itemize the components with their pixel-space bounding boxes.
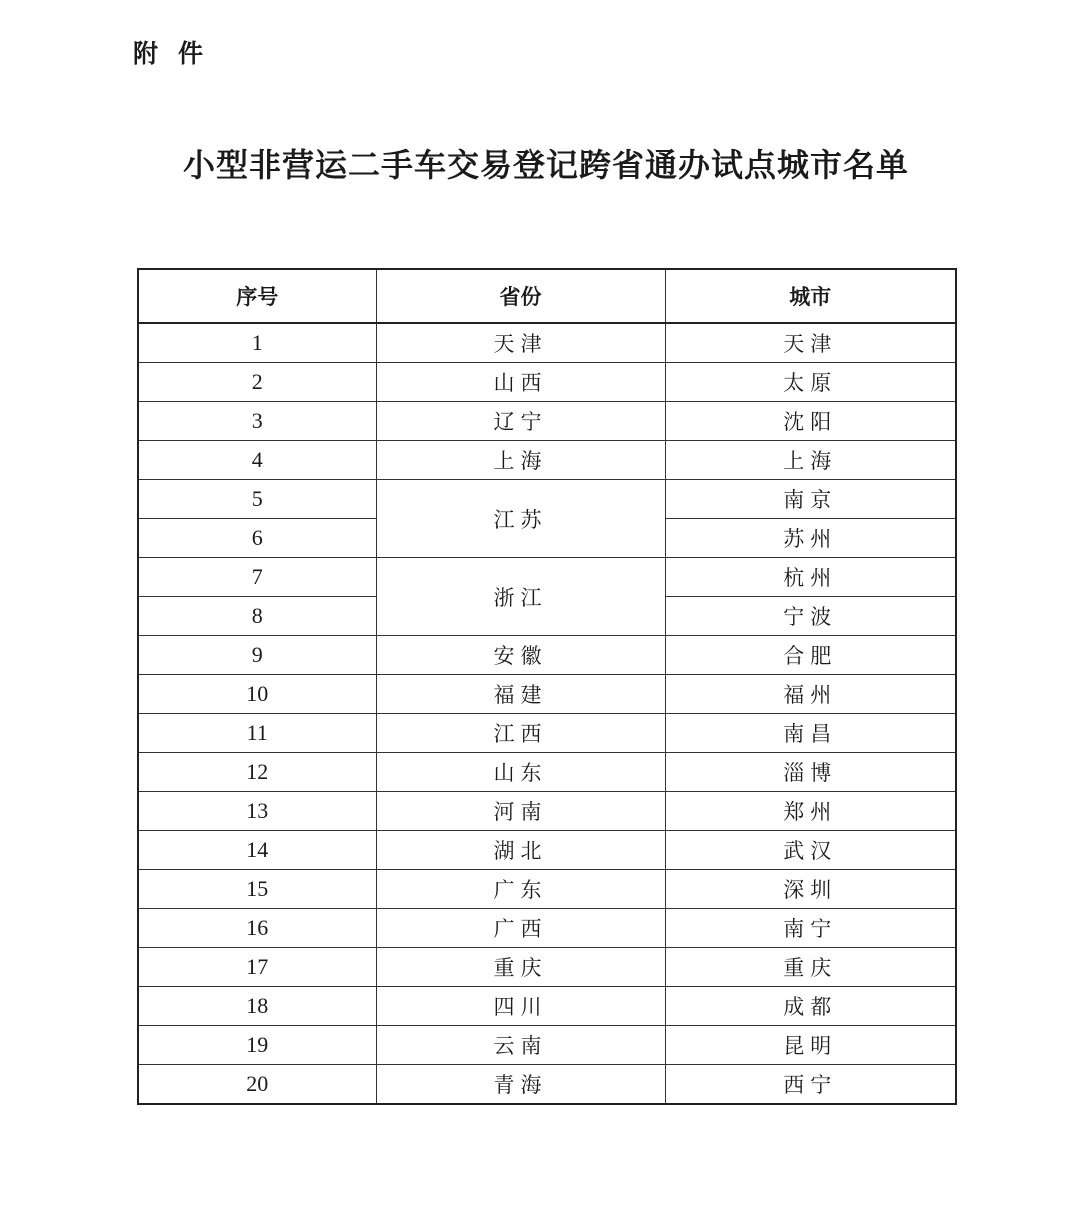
row-province: 江西 (376, 714, 665, 753)
table-row (138, 1065, 956, 1105)
row-number: 8 (138, 597, 376, 636)
table-row (138, 714, 956, 753)
row-city: 太原 (665, 363, 956, 402)
row-city: 沈阳 (665, 402, 956, 441)
row-city: 南京 (665, 480, 956, 519)
row-city: 郑州 (665, 792, 956, 831)
row-city: 合肥 (665, 636, 956, 675)
row-number: 3 (138, 402, 376, 441)
row-province: 安徽 (376, 636, 665, 675)
row-province: 上海 (376, 441, 665, 480)
table-row (138, 753, 956, 792)
attachment-label: 附件 (133, 39, 224, 68)
row-city: 天津 (665, 323, 956, 363)
row-number: 13 (138, 792, 376, 831)
row-province-merged: 江苏 (376, 480, 665, 558)
row-number: 7 (138, 558, 376, 597)
row-province: 广西 (376, 909, 665, 948)
table-row (138, 441, 956, 480)
row-number: 2 (138, 363, 376, 402)
row-number: 20 (138, 1065, 376, 1105)
row-city: 武汉 (665, 831, 956, 870)
row-city: 深圳 (665, 870, 956, 909)
row-number: 9 (138, 636, 376, 675)
row-province: 青海 (376, 1065, 665, 1105)
row-number: 4 (138, 441, 376, 480)
row-number: 19 (138, 1026, 376, 1065)
row-province: 福建 (376, 675, 665, 714)
table-row (138, 402, 956, 441)
row-city: 宁波 (665, 597, 956, 636)
row-province: 广东 (376, 870, 665, 909)
table-row (138, 558, 956, 597)
row-province: 重庆 (376, 948, 665, 987)
header-city: 城市 (665, 269, 956, 323)
row-city: 淄博 (665, 753, 956, 792)
row-city: 成都 (665, 987, 956, 1026)
table-row (138, 831, 956, 870)
row-city: 昆明 (665, 1026, 956, 1065)
row-city: 西宁 (665, 1065, 956, 1105)
table-row (138, 675, 956, 714)
row-number: 17 (138, 948, 376, 987)
table-row (138, 870, 956, 909)
row-city: 福州 (665, 675, 956, 714)
row-city: 杭州 (665, 558, 956, 597)
row-number: 18 (138, 987, 376, 1026)
table-row (138, 1026, 956, 1065)
row-province: 四川 (376, 987, 665, 1026)
row-number: 10 (138, 675, 376, 714)
row-city: 南昌 (665, 714, 956, 753)
header-province: 省份 (376, 269, 665, 323)
row-number: 1 (138, 323, 376, 363)
row-number: 5 (138, 480, 376, 519)
table-row (138, 987, 956, 1026)
table-row (138, 792, 956, 831)
row-city: 重庆 (665, 948, 956, 987)
header-serial-number: 序号 (138, 269, 376, 323)
table-row (138, 948, 956, 987)
row-number: 14 (138, 831, 376, 870)
row-province: 河南 (376, 792, 665, 831)
row-province: 云南 (376, 1026, 665, 1065)
row-city: 苏州 (665, 519, 956, 558)
row-number: 6 (138, 519, 376, 558)
document-title: 小型非营运二手车交易登记跨省通办试点城市名单 (182, 146, 909, 184)
table-row (138, 363, 956, 402)
pilot-city-table (137, 268, 957, 1105)
table-header-row (138, 269, 956, 323)
row-number: 16 (138, 909, 376, 948)
table-row (138, 323, 956, 363)
row-province: 山东 (376, 753, 665, 792)
row-city: 南宁 (665, 909, 956, 948)
row-province-merged: 浙江 (376, 558, 665, 636)
row-province: 湖北 (376, 831, 665, 870)
row-province: 山西 (376, 363, 665, 402)
row-number: 11 (138, 714, 376, 753)
row-city: 上海 (665, 441, 956, 480)
row-number: 15 (138, 870, 376, 909)
row-number: 12 (138, 753, 376, 792)
row-province: 天津 (376, 323, 665, 363)
table-row (138, 909, 956, 948)
table-row (138, 636, 956, 675)
table-row (138, 480, 956, 519)
row-province: 辽宁 (376, 402, 665, 441)
